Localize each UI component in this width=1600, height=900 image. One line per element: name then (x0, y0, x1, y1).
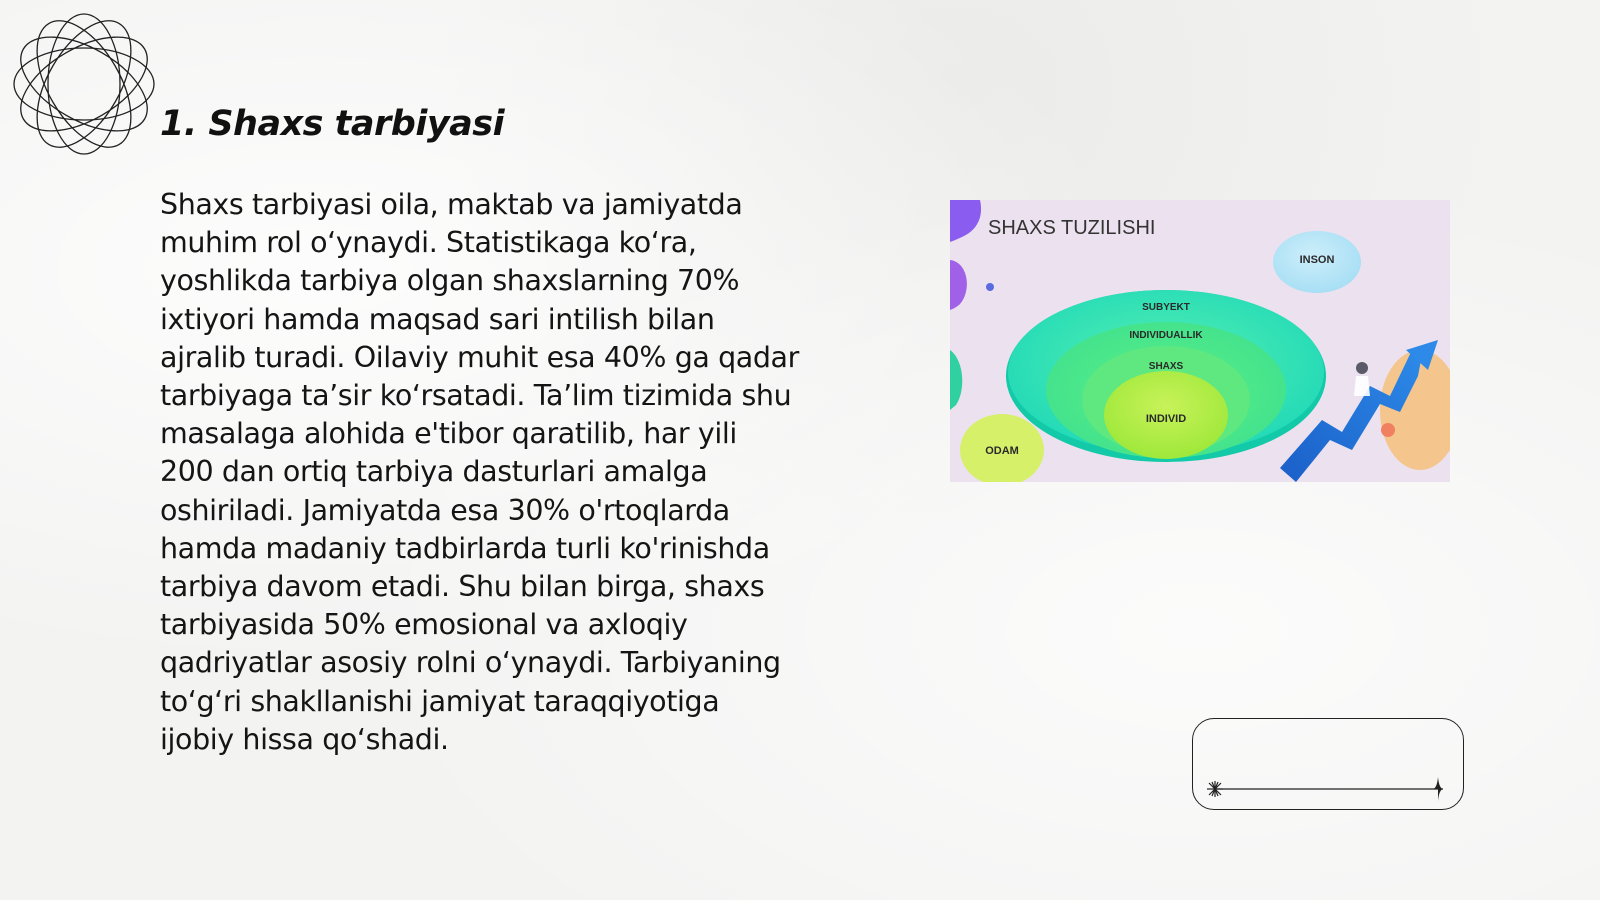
body-paragraph (160, 186, 850, 759)
body-line: ijobiy hissa qo‘shadi. (160, 722, 449, 756)
personality-structure-diagram (950, 200, 1450, 482)
body-line: ixtiyori hamda maqsad sari intilish bilan (160, 302, 715, 336)
body-line: Shaxs tarbiyasi oila, maktab va jamiyatda (160, 188, 743, 221)
label-shaxs: SHAXS (1148, 361, 1184, 372)
starburst-icon (1207, 781, 1223, 797)
diagram-title: SHAXS TUZILISHI (988, 217, 1156, 239)
sparkle-star-icon (1433, 777, 1443, 801)
label-subyekt: SUBYEKT (1142, 302, 1190, 313)
body-line: yoshlikda tarbiya olgan shaxslarning 70% (160, 264, 740, 298)
diagram-artwork (950, 200, 1450, 482)
body-line: hamda madaniy tadbirlarda turli ko'rinishda (160, 531, 770, 565)
label-individuallik: INDIVIDUALLIK (1129, 330, 1203, 341)
flower-ornament-icon (10, 10, 158, 158)
body-line: qadriyatlar asosiy rolni o‘ynaydi. Tarbiyaning (160, 646, 781, 680)
label-odam: ODAM (985, 445, 1019, 457)
decorative-timeline-box (1192, 718, 1464, 810)
body-line: muhim rol o‘ynaydi. Statistikaga ko‘ra, (160, 226, 697, 260)
timeline-line (1193, 719, 1465, 811)
body-line: oshiriladi. Jamiyatda esa 30% o'rtoqlarda (160, 493, 730, 527)
body-line: masalaga alohida e'tibor qaratilib, har yili (160, 417, 737, 451)
body-line: to‘g‘ri shakllanishi jamiyat taraqqiyotiga (160, 684, 720, 718)
body-line: tarbiyasida 50% emosional va axloqiy (160, 608, 688, 642)
body-line: tarbiya davom etadi. Shu bilan birga, shaxs (160, 570, 765, 604)
body-line: ajralib turadi. Oilaviy muhit esa 40% ga qadar (160, 340, 799, 374)
label-inson: INSON (1299, 254, 1335, 266)
slide-title: 1. Shaxs tarbiyasi (160, 104, 505, 144)
body-line: tarbiyaga ta’sir ko‘rsatadi. Ta’lim tizimida shu (160, 379, 792, 413)
label-individ: INDIVID (1145, 413, 1187, 425)
body-line: 200 dan ortiq tarbiya dasturlari amalga (160, 455, 708, 489)
